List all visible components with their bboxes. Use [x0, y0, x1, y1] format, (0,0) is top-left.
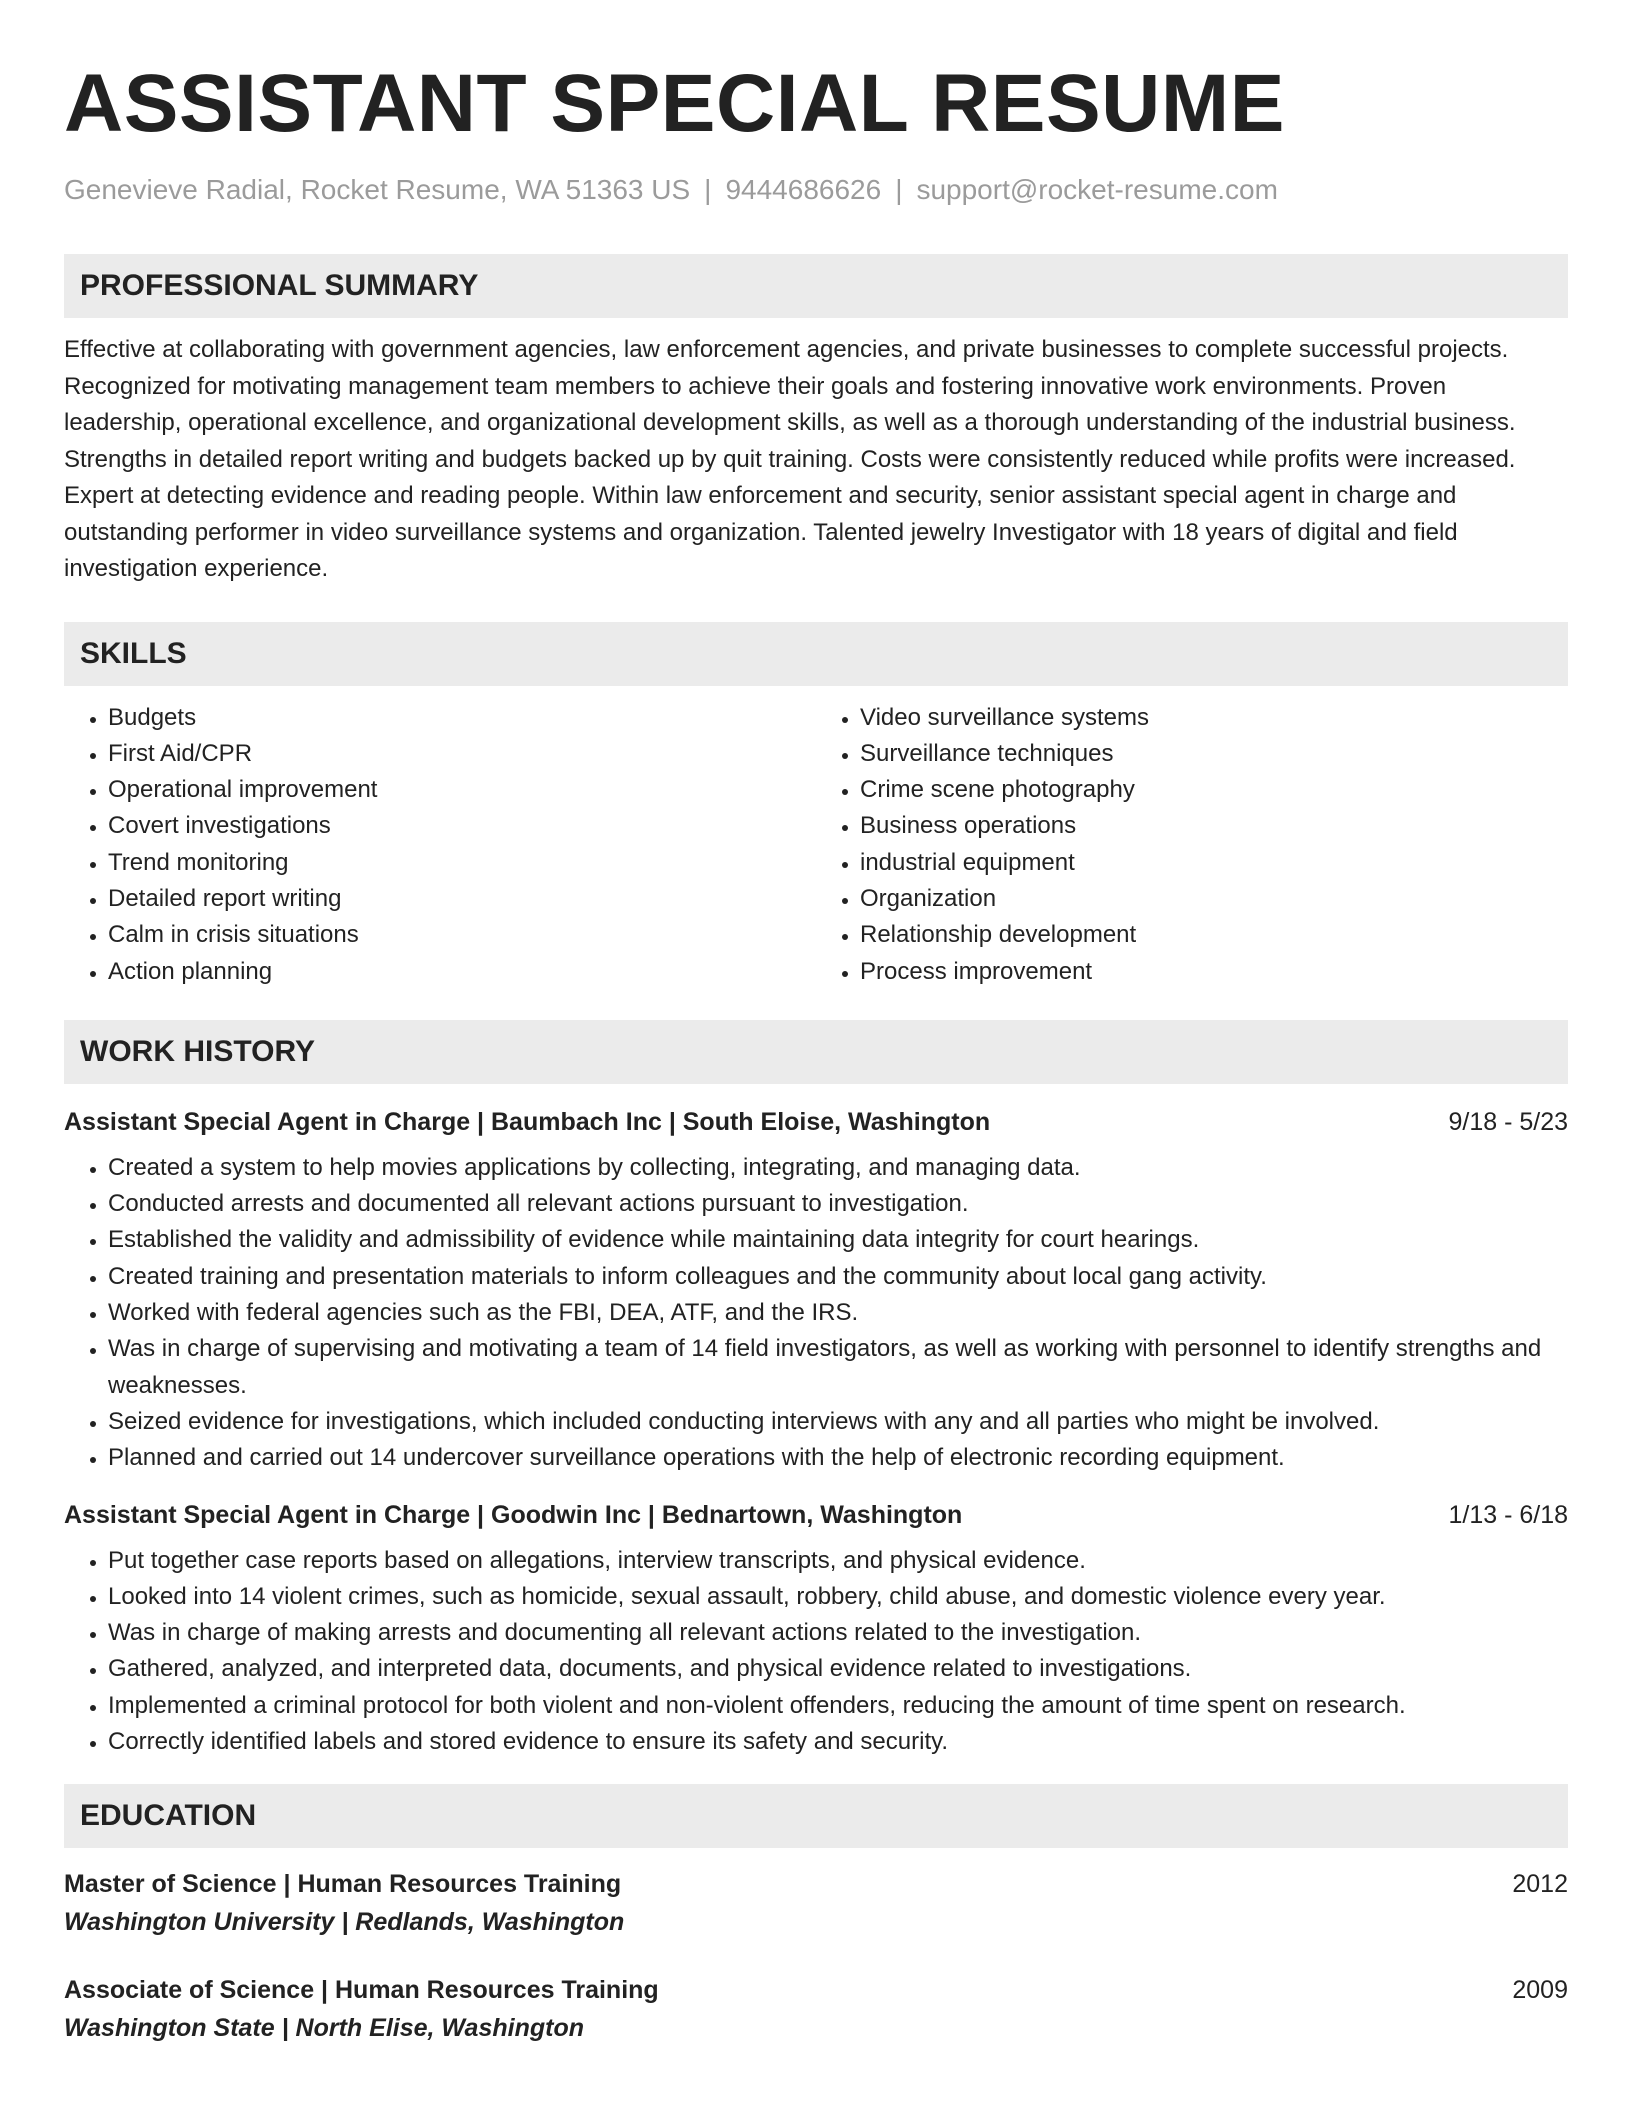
contact-separator: |: [895, 174, 903, 205]
school-name: Washington University | Redlands, Washington: [64, 1908, 625, 1937]
job-bullet: • Was in charge of supervising and motivating a team of 14 field investigators, as well as working with personnel to identify strengths and weaknesses.: [108, 1331, 1568, 1404]
skills-heading: SKILLS: [64, 622, 1568, 686]
contact-address: Genevieve Radial, Rocket Resume, WA 51363 US: [64, 174, 691, 205]
skill-item: • Organization: [860, 881, 1568, 917]
contact-separator: |: [704, 174, 712, 205]
job-bullet: • Gathered, analyzed, and interpreted data, documents, and physical evidence related to investigations.: [108, 1651, 1568, 1687]
skill-item: • Covert investigations: [108, 808, 816, 844]
skill-item: • Crime scene photography: [860, 772, 1568, 808]
job-title: Assistant Special Agent in Charge | Goodwin Inc | Bednartown, Washington: [64, 1500, 963, 1529]
job-bullet: • Created training and presentation materials to inform colleagues and the community about local gang activity.: [108, 1259, 1568, 1295]
education-entry: [64, 1866, 1568, 1942]
education-header: [64, 1972, 1568, 2008]
skill-item: • Trend monitoring: [108, 845, 816, 881]
education-entry: [64, 1972, 1568, 2048]
summary-text: Effective at collaborating with government agencies, law enforcement agencies, and private businesses to complete successful projects. Recognized for motivating management team members to achieve their goals and fostering innovative work environments. Proven leadership, operational excellence, and organizational development skills, as well as a thorough understanding of the industrial business. Strengths in detailed report writing and budgets backed up by quit training. Costs were consistently reduced while profits were increased. Expert at detecting evidence and reading people. Within law enforcement and security, senior assistant special agent in charge and outstanding performer in video surveillance systems and organization. Talented jewelry Investigator with 18 years of digital and field investigation experience.: [64, 336, 1516, 582]
job-dates: 9/18 - 5/23: [1448, 1107, 1568, 1136]
contact-line: [64, 172, 1568, 208]
education-header: [64, 1866, 1568, 1902]
job-bullet: • Conducted arrests and documented all relevant actions pursuant to investigation.: [108, 1186, 1568, 1222]
job-bullet: • Correctly identified labels and stored evidence to ensure its safety and security.: [108, 1724, 1568, 1760]
job-bullet: • Implemented a criminal protocol for both violent and non-violent offenders, reducing the amount of time spent on research.: [108, 1688, 1568, 1724]
job-title: Assistant Special Agent in Charge | Baumbach Inc | South Eloise, Washington: [64, 1107, 991, 1136]
work-history-heading: WORK HISTORY: [64, 1020, 1568, 1084]
job-bullet: • Seized evidence for investigations, which included conducting interviews with any and all parties who might be involved.: [108, 1404, 1568, 1440]
job-dates: 1/13 - 6/18: [1448, 1500, 1568, 1529]
job-bullet: • Established the validity and admissibility of evidence while maintaining data integrity for court hearings.: [108, 1222, 1568, 1258]
skill-item: • Video surveillance systems: [860, 700, 1568, 736]
education-heading: EDUCATION: [64, 1784, 1568, 1848]
resume-title: ASSISTANT SPECIAL RESUME: [64, 58, 1285, 149]
summary-heading: PROFESSIONAL SUMMARY: [64, 254, 1568, 318]
graduation-year: 2012: [1512, 1870, 1568, 1899]
degree-name: Master of Science | Human Resources Training: [64, 1870, 622, 1899]
job-header: [64, 1497, 1568, 1533]
school-name: Washington State | North Elise, Washington: [64, 2014, 584, 2043]
job-bullet: • Looked into 14 violent crimes, such as homicide, sexual assault, robbery, child abuse, and domestic violence every year.: [108, 1579, 1568, 1615]
skills-left-column: [64, 700, 816, 990]
job-bullet: • Was in charge of making arrests and documenting all relevant actions related to the investigation.: [108, 1615, 1568, 1651]
contact-email: support@rocket-resume.com: [916, 174, 1278, 205]
skill-item: • Action planning: [108, 954, 816, 990]
job-header: [64, 1104, 1568, 1140]
job-bullets: [64, 1150, 1568, 1477]
job-entry: [64, 1104, 1568, 1477]
job-bullets: [64, 1543, 1568, 1761]
skill-item: • industrial equipment: [860, 845, 1568, 881]
graduation-year: 2009: [1512, 1976, 1568, 2005]
skill-item: • First Aid/CPR: [108, 736, 816, 772]
skills-right-column: [816, 700, 1568, 990]
job-bullet: • Put together case reports based on allegations, interview transcripts, and physical evidence.: [108, 1543, 1568, 1579]
job-bullet: • Created a system to help movies applications by collecting, integrating, and managing data.: [108, 1150, 1568, 1186]
job-bullet: • Planned and carried out 14 undercover surveillance operations with the help of electronic recording equipment.: [108, 1440, 1568, 1476]
skill-item: • Budgets: [108, 700, 816, 736]
job-entry: [64, 1497, 1568, 1761]
skills-list: [64, 700, 1568, 990]
skill-item: • Surveillance techniques: [860, 736, 1568, 772]
degree-name: Associate of Science | Human Resources Training: [64, 1976, 659, 2005]
skill-item: • Detailed report writing: [108, 881, 816, 917]
skill-item: • Process improvement: [860, 954, 1568, 990]
skill-item: • Operational improvement: [108, 772, 816, 808]
skill-item: • Business operations: [860, 808, 1568, 844]
contact-phone: 9444686626: [725, 174, 882, 205]
job-bullet: • Worked with federal agencies such as the FBI, DEA, ATF, and the IRS.: [108, 1295, 1568, 1331]
skill-item: • Relationship development: [860, 917, 1568, 953]
skill-item: • Calm in crisis situations: [108, 917, 816, 953]
